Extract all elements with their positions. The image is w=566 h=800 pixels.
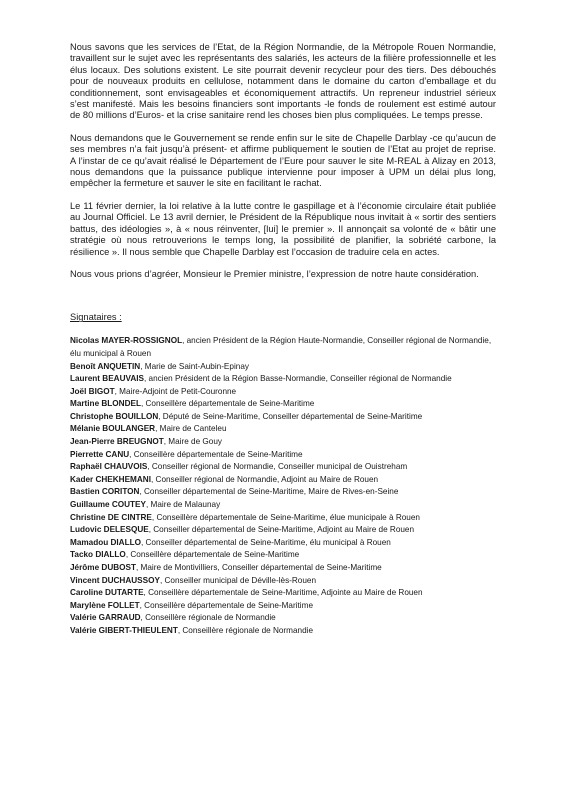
signatory-name: Mélanie BOULANGER [70, 424, 156, 434]
signatory-item [70, 361, 496, 374]
signatory-item [70, 575, 496, 588]
signatory-role: , Conseillère départementale de Seine-Maritime [140, 399, 315, 409]
signatory-role: , Maire de Montivilliers, Conseiller départemental de Seine-Maritime [135, 563, 382, 572]
signatory-name: Valérie GARRAUD [70, 613, 141, 623]
signatory-role: , Conseillère régionale de Normandie [177, 625, 313, 635]
signatory-role: , Maire de Malaunay [145, 500, 221, 510]
signatory-name: Valérie GIBERT-THIEULENT [70, 625, 178, 635]
signatory-item [70, 423, 496, 436]
signatory-role: , Maire de Canteleu [155, 424, 227, 434]
body-paragraph: Nous savons que les services de l’Etat, de la Région Normandie, de la Métropole Rouen Normandie, travaillent sur le sujet avec les représentants des salariés, les acteurs de la filière professionnelle et les élus locaux. Des solutions existent. Le site pourrait devenir recycleur pour des tiers. Des débouchés pour de nouveaux produits en cellulose, notamment dans le domaine du carton d’emballage et du conditionnement, sont envisageables et économiquement attractifs. Un repreneur industriel sérieux s’est manifesté. Mais les besoins financiers sont importants -le fonds de roulement est estimé autour de 80 millions d’Euros- et la crise sanitaire rend les choses bien plus compliquées. Le temps presse. [70, 42, 496, 121]
signatory-role: , Conseiller départemental de Seine-Maritime, élu municipal à Rouen [140, 537, 391, 547]
signatory-item [70, 562, 496, 575]
signatory-item [70, 398, 496, 411]
signatory-item [70, 499, 496, 512]
signatory-item [70, 612, 496, 625]
signatory-item [70, 335, 496, 360]
signatory-item [70, 537, 496, 550]
signatory-name: Jérôme DUBOST [70, 563, 136, 572]
body-paragraph: Nous demandons que le Gouvernement se rende enfin sur le site de Chapelle Darblay -ce qu’aucun de ses membres n’a fait jusqu’à présent- et affirme publiquement le soutien de l’Etat au projet de reprise. A l’instar de ce qu’avait réalisé le Département de l’Eure pour sauver le site M-REAL à Alizay en 2013, nous demandons que la puissance publique intervienne pour imposer à UPM un délai plus long, empêcher la fermeture et sauver le site en facilitant le rachat. [70, 132, 496, 189]
signatory-name: Vincent DUCHAUSSOY [70, 575, 160, 585]
signatory-item [70, 436, 496, 449]
signatory-item [70, 449, 496, 462]
signatory-role: , Conseillère départementale de Seine-Maritime, Adjointe au Maire de Rouen [143, 588, 423, 598]
signatory-role: , Maire de Gouy [163, 437, 222, 447]
signatory-role: , Conseillère départementale de Seine-Maritime [125, 550, 300, 560]
signatory-item [70, 625, 496, 638]
signatory-name: Tacko DIALLO [70, 550, 126, 560]
signatory-name: Pierrette CANU [70, 449, 130, 459]
signatory-name: Caroline DUTARTE [70, 588, 144, 598]
signatory-role: , Marie de Saint-Aubin-Epinay [140, 361, 249, 371]
signatory-name: Guillaume COUTEY [70, 500, 146, 510]
signatory-item [70, 474, 496, 487]
signatory-role: , Conseiller régional de Normandie, Adjoint au Maire de Rouen [150, 474, 379, 484]
signatory-role: , Conseiller régional de Normandie, Conseiller municipal de Ouistreham [147, 462, 408, 472]
signatory-item [70, 373, 496, 386]
signatory-role: , Député de Seine-Maritime, Conseiller départemental de Seine-Maritime [158, 411, 423, 421]
signatory-role: , Maire-Adjoint de Petit-Couronne [114, 386, 237, 396]
signatory-role: , Conseillère départementale de Seine-Maritime, élue municipale à Rouen [151, 512, 420, 522]
signatory-role: , Conseillère départementale de Seine-Maritime [129, 449, 303, 459]
signatory-role: , Conseiller départemental de Seine-Maritime, Adjoint au Maire de Rouen [148, 525, 415, 535]
signatory-name: Bastien CORITON [70, 487, 140, 497]
signatory-item [70, 587, 496, 600]
signatory-role: , Conseillère régionale de Normandie [140, 613, 276, 623]
closing-paragraph: Nous vous prions d’agréer, Monsieur le Premier ministre, l’expression de notre haute considération. [70, 268, 479, 279]
signatory-item [70, 411, 496, 424]
signatory-name: Benoît ANQUETIN [70, 361, 141, 371]
signatory-item [70, 524, 496, 537]
signatory-name: Kader CHEKHEMANI [70, 474, 151, 484]
signatory-item [70, 600, 496, 613]
signatory-name: Laurent BEAUVAIS [70, 374, 144, 384]
signatory-item [70, 461, 496, 474]
signatories-list [70, 335, 496, 637]
signatory-item [70, 512, 496, 525]
signatory-name: Nicolas MAYER-ROSSIGNOL [70, 336, 183, 346]
signatory-item [70, 386, 496, 399]
signatory-name: Christine DE CINTRE [70, 512, 152, 522]
signatory-role: , Conseiller départemental de Seine-Maritime, Maire de Rives-en-Seine [139, 487, 399, 497]
signatory-item [70, 486, 496, 499]
signatory-name: Raphaël CHAUVOIS [70, 462, 148, 472]
body-paragraph: Le 11 février dernier, la loi relative à la lutte contre le gaspillage et à l’économie circulaire était publiée au Journal Officiel. Le 13 avril dernier, le Président de la République nous invitait à « sortir des sentiers battus, des idéologies », à « nous réinventer, [lui] le premier ». Il annonçait sa volonté de « bâtir une stratégie où nous retrouverions le temps long, la possibilité de planifier, la sobriété carbone, la résilience ». Il nous semble que Chapelle Darblay est l’occasion de traduire cela en actes. [70, 200, 496, 257]
signatory-name: Ludovic DELESQUE [70, 525, 149, 535]
signatory-role: , ancien Président de la Région Haute-Normandie, Conseiller régional de Normandie, élu municipal à Rouen [70, 336, 492, 358]
signatory-role: , Conseiller municipal de Déville-lès-Rouen [159, 575, 317, 585]
signatory-name: Martine BLONDEL [70, 399, 141, 409]
signatory-name: Marylène FOLLET [70, 600, 140, 610]
signatory-name: Mamadou DIALLO [70, 537, 141, 547]
signatory-name: Christophe BOUILLON [70, 411, 159, 421]
signatory-item [70, 549, 496, 562]
signatory-name: Jean-Pierre BREUGNOT [70, 437, 164, 447]
signatory-role: , Conseillère départementale de Seine-Maritime [139, 600, 313, 610]
signatories-heading: Signataires : [70, 312, 122, 323]
signatory-name: Joël BIGOT [70, 386, 115, 396]
signatory-role: , ancien Président de la Région Basse-Normandie, Conseiller régional de Normandie [144, 374, 452, 384]
